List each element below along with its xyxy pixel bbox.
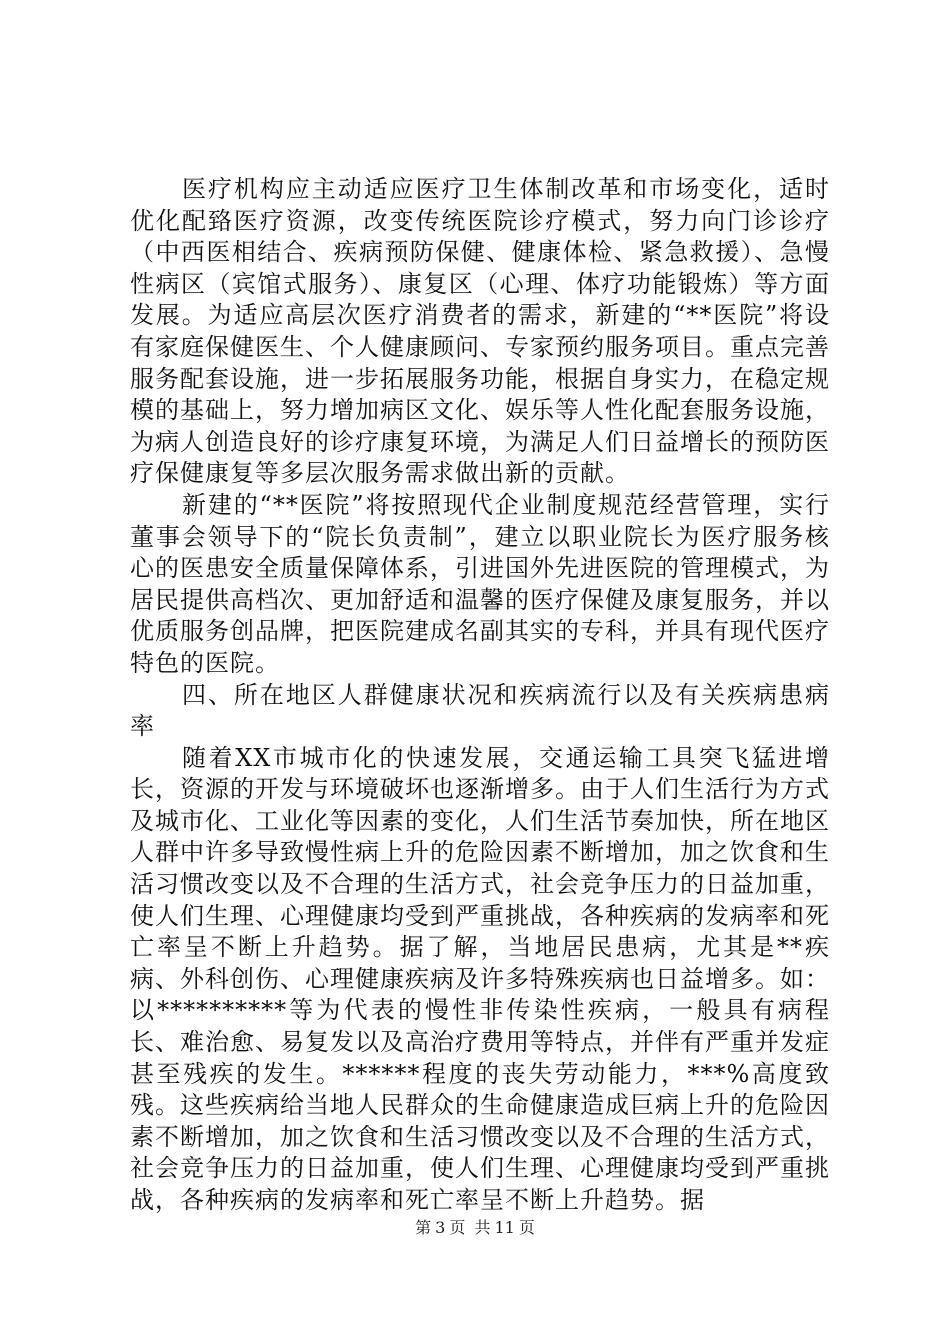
paragraph-management-system: 新建的“**医院”将按照现代企业制度规范经营管理，实行董事会领导下的“院长负责制”，建立以职业院长为医疗服务核心的医患安全质量保障体系，引进国外先进医院的管理模式，为居民提供高档次、更加舒适和温馨的医疗保健及康复服务，并以优质服务创品牌，把医院建成名副其实的专科，并具有现代医疗特色的医院。 <box>130 490 830 677</box>
total-pages-number: 11 <box>494 1218 515 1237</box>
paragraph-disease-prevalence: 随着XX市城市化的快速发展，交通运输工具突飞猛进增长，资源的开发与环境破坏也逐渐增多。由于人们生活行为方式及城市化、工业化等因素的变化，人们生活节奏加快，所在地区人群中许多导致慢性病上升的危险因素不断增加，加之饮食和生活习惯改变以及不合理的生活方式，社会竞争压力的日益加重，使人们生理、心理健康均受到严重挑战，各种疾病的发病率和死亡率呈不断上升趋势。据了解，当地居民患病，尤其是**疾病、外科创伤、心理健康疾病及许多特殊疾病也日益增多。如：以**********等为代表的慢性非传染性疾病，一般具有病程长、难治愈、易复发以及高治疗费用等特点，并伴有严重并发症甚至残疾的发生。******程度的丧失劳动能力，***%高度致残。这些疾病给当地人民群众的生命健康造成巨病上升的危险因素不断增加，加之饮食和生活习惯改变以及不合理的生活方式，社会竞争压力的日益加重，使人们生理、心理健康均受到严重挑战，各种疾病的发病率和死亡率呈不断上升趋势。据 <box>130 743 830 1214</box>
page-suffix: 页 <box>449 1218 466 1237</box>
current-page-number: 3 <box>435 1218 446 1237</box>
section-heading-health-status: 四、所在地区人群健康状况和疾病流行以及有关疾病患病率 <box>130 680 830 741</box>
paragraph-medical-resources: 医疗机构应主动适应医疗卫生体制改革和市场变化，适时优化配臵医疗资源，改变传统医院诊疗模式，努力向门诊诊疗（中西医相结合、疾病预防保健、健康体检、紧急救援）、急慢性病区（宾馆式服务）、康复区（心理、体疗功能锻炼）等方面发展。为适应高层次医疗消费者的需求，新建的“**医院”将设有家庭保健医生、个人健康顾问、专家预约服务项目。重点完善服务配套设施，进一步拓展服务功能，根据自身实力，在稳定规模的基础上，努力增加病区文化、娱乐等人性化配套服务设施，为病人创造良好的诊疗康复环境，为满足人们日益增长的预防医疗保健康复等多层次服务需求做出新的贡献。 <box>130 175 830 488</box>
page-footer <box>0 1215 950 1238</box>
page-prefix: 第 <box>415 1218 432 1237</box>
document-body <box>130 174 830 1217</box>
total-prefix: 共 <box>474 1218 491 1237</box>
total-suffix: 页 <box>518 1218 535 1237</box>
